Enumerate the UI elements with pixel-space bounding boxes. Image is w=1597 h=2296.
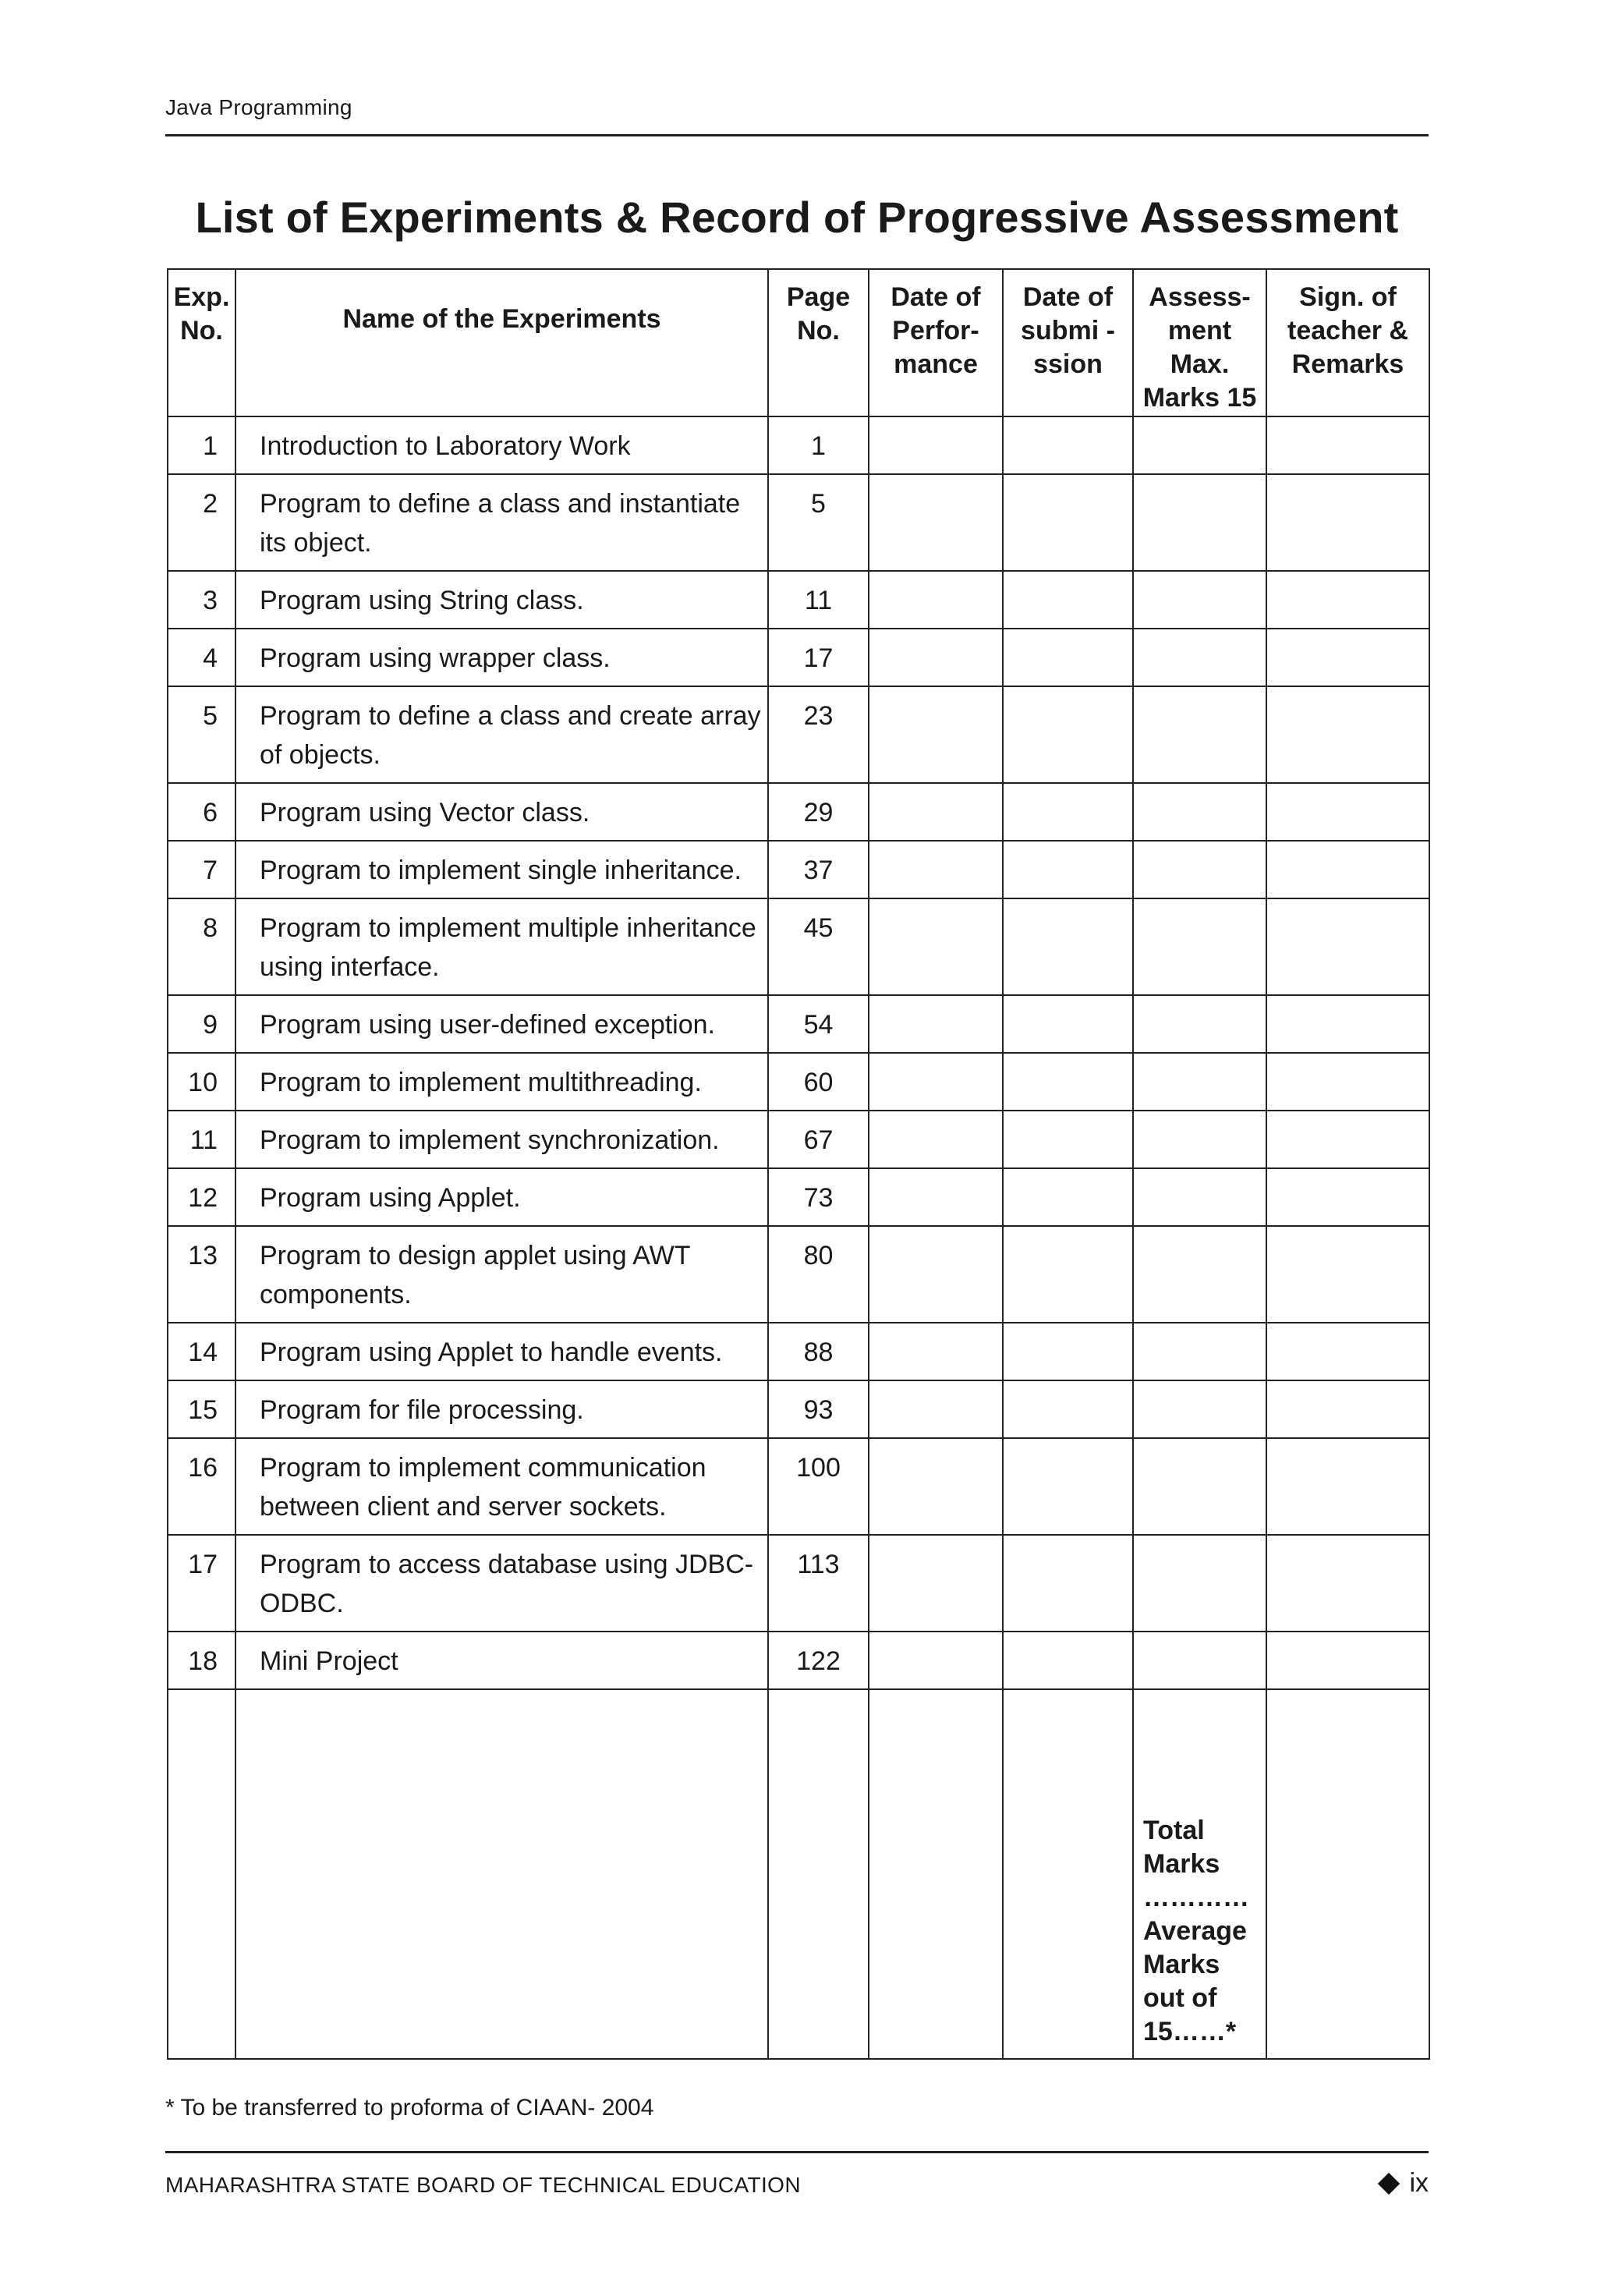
date-of-submission-cell — [1003, 898, 1133, 995]
assessment-marks-cell — [1133, 1168, 1266, 1226]
date-of-performance-cell — [869, 1323, 1003, 1380]
column-header-date-sub — [1003, 269, 1133, 416]
teacher-sign-remarks-cell — [1266, 629, 1429, 686]
page-number-cell: 54 — [768, 995, 869, 1053]
exp-number-cell: 17 — [168, 1535, 235, 1632]
column-header-page-no — [768, 269, 869, 416]
assessment-marks-cell — [1133, 841, 1266, 898]
experiment-name-cell: Program using Applet. — [235, 1168, 768, 1226]
date-of-performance-cell — [869, 1168, 1003, 1226]
total-row-empty-cell — [1266, 1689, 1429, 2059]
exp-number-cell: 1 — [168, 416, 235, 474]
date-of-performance-cell — [869, 1632, 1003, 1689]
total-row-empty-cell — [1003, 1689, 1133, 2059]
table-row — [168, 1535, 1429, 1632]
exp-number-cell: 5 — [168, 686, 235, 783]
assessment-marks-cell — [1133, 1632, 1266, 1689]
page-number-cell: 5 — [768, 474, 869, 571]
experiment-name-cell: Program for file processing. — [235, 1380, 768, 1438]
teacher-sign-remarks-cell — [1266, 1632, 1429, 1689]
teacher-sign-remarks-cell — [1266, 1380, 1429, 1438]
table-row — [168, 1632, 1429, 1689]
assessment-marks-cell — [1133, 474, 1266, 571]
experiment-name-cell: Program using Vector class. — [235, 783, 768, 841]
table-row — [168, 1168, 1429, 1226]
experiment-name-cell: Program to implement communication between client and server sockets. — [235, 1438, 768, 1535]
assessment-marks-cell — [1133, 1111, 1266, 1168]
column-header-line: Sign. of — [1299, 282, 1397, 312]
date-of-performance-cell — [869, 898, 1003, 995]
teacher-sign-remarks-cell — [1266, 1438, 1429, 1535]
assessment-marks-cell — [1133, 1380, 1266, 1438]
date-of-submission-cell — [1003, 1632, 1133, 1689]
date-of-performance-cell — [869, 841, 1003, 898]
page-number-cell: 1 — [768, 416, 869, 474]
total-row-empty-cell — [235, 1689, 768, 2059]
date-of-performance-cell — [869, 1438, 1003, 1535]
date-of-performance-cell — [869, 474, 1003, 571]
date-of-submission-cell — [1003, 841, 1133, 898]
experiment-name-cell: Program using String class. — [235, 571, 768, 629]
table-row — [168, 416, 1429, 474]
column-header-line: Date of — [891, 282, 981, 312]
column-header-line: No. — [180, 316, 223, 345]
column-header-line: Assess- — [1149, 282, 1251, 312]
date-of-submission-cell — [1003, 1226, 1133, 1323]
table-header-row — [168, 269, 1429, 416]
date-of-performance-cell — [869, 995, 1003, 1053]
page-number: ix — [1409, 2168, 1429, 2198]
experiment-name-cell: Mini Project — [235, 1632, 768, 1689]
column-header-date-perf — [869, 269, 1003, 416]
page-number-cell: 45 — [768, 898, 869, 995]
footer-institution: MAHARASHTRA STATE BOARD OF TECHNICAL EDUCATION — [165, 2173, 801, 2197]
date-of-performance-cell — [869, 686, 1003, 783]
page-number-cell: 37 — [768, 841, 869, 898]
date-of-performance-cell — [869, 783, 1003, 841]
header-rule — [165, 134, 1429, 136]
table-row — [168, 898, 1429, 995]
page-number-cell: 67 — [768, 1111, 869, 1168]
assessment-marks-cell — [1133, 416, 1266, 474]
experiment-name-cell: Program using Applet to handle events. — [235, 1323, 768, 1380]
date-of-performance-cell — [869, 1380, 1003, 1438]
date-of-submission-cell — [1003, 1323, 1133, 1380]
total-row-empty-cell — [869, 1689, 1003, 2059]
exp-number-cell: 9 — [168, 995, 235, 1053]
teacher-sign-remarks-cell — [1266, 995, 1429, 1053]
date-of-submission-cell — [1003, 1053, 1133, 1111]
column-header-sign — [1266, 269, 1429, 416]
footnote: * To be transferred to proforma of CIAAN- 2004 — [165, 2095, 654, 2121]
page-title: List of Experiments & Record of Progressive Assessment — [195, 193, 1399, 242]
total-label-line: Marks — [1143, 1950, 1220, 1979]
date-of-performance-cell — [869, 416, 1003, 474]
date-of-performance-cell — [869, 1535, 1003, 1632]
teacher-sign-remarks-cell — [1266, 841, 1429, 898]
date-of-performance-cell — [869, 571, 1003, 629]
experiment-name-cell: Program to implement multiple inheritance using interface. — [235, 898, 768, 995]
page-number-cell: 73 — [768, 1168, 869, 1226]
assessment-marks-cell — [1133, 686, 1266, 783]
date-of-submission-cell — [1003, 571, 1133, 629]
experiment-name-cell: Program to define a class and instantiate its object. — [235, 474, 768, 571]
total-label-line: ………… — [1143, 1883, 1249, 1912]
experiment-name-cell: Program to design applet using AWT components. — [235, 1226, 768, 1323]
column-header-line: No. — [797, 316, 840, 345]
total-label-line: Total — [1143, 1816, 1205, 1845]
exp-number-cell: 7 — [168, 841, 235, 898]
date-of-submission-cell — [1003, 995, 1133, 1053]
page-number-cell: 100 — [768, 1438, 869, 1535]
teacher-sign-remarks-cell — [1266, 686, 1429, 783]
table-row — [168, 841, 1429, 898]
exp-number-cell: 3 — [168, 571, 235, 629]
footer-page-marker — [1381, 2168, 1429, 2199]
total-row — [168, 1689, 1429, 2059]
exp-number-cell: 12 — [168, 1168, 235, 1226]
experiment-name-cell: Introduction to Laboratory Work — [235, 416, 768, 474]
table-row — [168, 686, 1429, 783]
assessment-marks-cell — [1133, 1438, 1266, 1535]
date-of-submission-cell — [1003, 1535, 1133, 1632]
column-header-line: Max. — [1170, 349, 1230, 379]
exp-number-cell: 6 — [168, 783, 235, 841]
column-header-name — [235, 269, 768, 416]
table-row — [168, 995, 1429, 1053]
date-of-submission-cell — [1003, 783, 1133, 841]
column-header-line: Perfor- — [892, 316, 979, 345]
date-of-submission-cell — [1003, 686, 1133, 783]
date-of-performance-cell — [869, 1053, 1003, 1111]
date-of-performance-cell — [869, 629, 1003, 686]
page-number-cell: 113 — [768, 1535, 869, 1632]
column-header-line: mance — [894, 349, 978, 379]
exp-number-cell: 15 — [168, 1380, 235, 1438]
assessment-marks-cell — [1133, 1535, 1266, 1632]
table-row — [168, 1053, 1429, 1111]
column-header-line: teacher & — [1287, 316, 1408, 345]
total-row-empty-cell — [168, 1689, 235, 2059]
experiments-table — [167, 268, 1430, 2060]
total-label-line: Average — [1143, 1916, 1247, 1946]
teacher-sign-remarks-cell — [1266, 898, 1429, 995]
table-row — [168, 571, 1429, 629]
experiment-name-cell: Program using wrapper class. — [235, 629, 768, 686]
assessment-marks-cell — [1133, 1226, 1266, 1323]
table-row — [168, 1323, 1429, 1380]
date-of-performance-cell — [869, 1111, 1003, 1168]
experiment-name-cell: Program to implement multithreading. — [235, 1053, 768, 1111]
experiment-name-cell: Program to define a class and create array of objects. — [235, 686, 768, 783]
teacher-sign-remarks-cell — [1266, 474, 1429, 571]
total-marks-cell — [1133, 1689, 1266, 2059]
total-label-line: out of — [1143, 1983, 1217, 2013]
exp-number-cell: 10 — [168, 1053, 235, 1111]
table-row — [168, 1380, 1429, 1438]
experiment-name-cell: Program to access database using JDBC-ODBC. — [235, 1535, 768, 1632]
column-header-line: Exp. — [173, 282, 230, 312]
exp-number-cell: 16 — [168, 1438, 235, 1535]
table-row — [168, 783, 1429, 841]
exp-number-cell: 2 — [168, 474, 235, 571]
exp-number-cell: 18 — [168, 1632, 235, 1689]
diamond-icon — [1378, 2172, 1400, 2194]
teacher-sign-remarks-cell — [1266, 571, 1429, 629]
date-of-submission-cell — [1003, 629, 1133, 686]
teacher-sign-remarks-cell — [1266, 1323, 1429, 1380]
column-header-line: ment — [1167, 316, 1232, 345]
teacher-sign-remarks-cell — [1266, 1535, 1429, 1632]
column-header-line: Remarks — [1291, 349, 1404, 379]
column-header-line: submi - — [1021, 316, 1115, 345]
exp-number-cell: 4 — [168, 629, 235, 686]
assessment-marks-cell — [1133, 1323, 1266, 1380]
exp-number-cell: 13 — [168, 1226, 235, 1323]
assessment-marks-cell — [1133, 783, 1266, 841]
column-header-line: ssion — [1033, 349, 1103, 379]
total-label-line: Marks — [1143, 1849, 1220, 1879]
assessment-marks-cell — [1133, 1053, 1266, 1111]
experiment-name-cell: Program using user-defined exception. — [235, 995, 768, 1053]
column-header-assessment — [1133, 269, 1266, 416]
column-header-exp-no — [168, 269, 235, 416]
exp-number-cell: 14 — [168, 1323, 235, 1380]
exp-number-cell: 8 — [168, 898, 235, 995]
running-head: Java Programming — [165, 95, 352, 119]
teacher-sign-remarks-cell — [1266, 416, 1429, 474]
table-row — [168, 1111, 1429, 1168]
assessment-marks-cell — [1133, 571, 1266, 629]
assessment-marks-cell — [1133, 629, 1266, 686]
teacher-sign-remarks-cell — [1266, 1168, 1429, 1226]
page-number-cell: 60 — [768, 1053, 869, 1111]
experiment-name-cell: Program to implement synchronization. — [235, 1111, 768, 1168]
assessment-marks-cell — [1133, 995, 1266, 1053]
table-row — [168, 629, 1429, 686]
date-of-submission-cell — [1003, 1168, 1133, 1226]
column-header-line: Name of the Experiments — [342, 304, 661, 334]
column-header-line: Page — [786, 282, 851, 312]
table-body — [168, 416, 1429, 2059]
table-row — [168, 1438, 1429, 1535]
exp-number-cell: 11 — [168, 1111, 235, 1168]
experiment-name-cell: Program to implement single inheritance. — [235, 841, 768, 898]
column-header-line: Marks 15 — [1142, 383, 1257, 413]
date-of-performance-cell — [869, 1226, 1003, 1323]
page-number-cell: 93 — [768, 1380, 869, 1438]
teacher-sign-remarks-cell — [1266, 783, 1429, 841]
total-row-empty-cell — [768, 1689, 869, 2059]
page-number-cell: 29 — [768, 783, 869, 841]
total-label-line: 15……* — [1143, 2017, 1237, 2046]
assessment-marks-cell — [1133, 898, 1266, 995]
total-average-marks-label — [1142, 1814, 1258, 2049]
teacher-sign-remarks-cell — [1266, 1053, 1429, 1111]
footer-rule — [165, 2151, 1429, 2153]
teacher-sign-remarks-cell — [1266, 1226, 1429, 1323]
table-row — [168, 474, 1429, 571]
date-of-submission-cell — [1003, 416, 1133, 474]
page-number-cell: 88 — [768, 1323, 869, 1380]
date-of-submission-cell — [1003, 1111, 1133, 1168]
column-header-line: Date of — [1022, 282, 1114, 312]
page-number-cell: 23 — [768, 686, 869, 783]
table-row — [168, 1226, 1429, 1323]
date-of-submission-cell — [1003, 1438, 1133, 1535]
page-number-cell: 17 — [768, 629, 869, 686]
page-number-cell: 122 — [768, 1632, 869, 1689]
teacher-sign-remarks-cell — [1266, 1111, 1429, 1168]
page-number-cell: 11 — [768, 571, 869, 629]
date-of-submission-cell — [1003, 1380, 1133, 1438]
page-number-cell: 80 — [768, 1226, 869, 1323]
date-of-submission-cell — [1003, 474, 1133, 571]
